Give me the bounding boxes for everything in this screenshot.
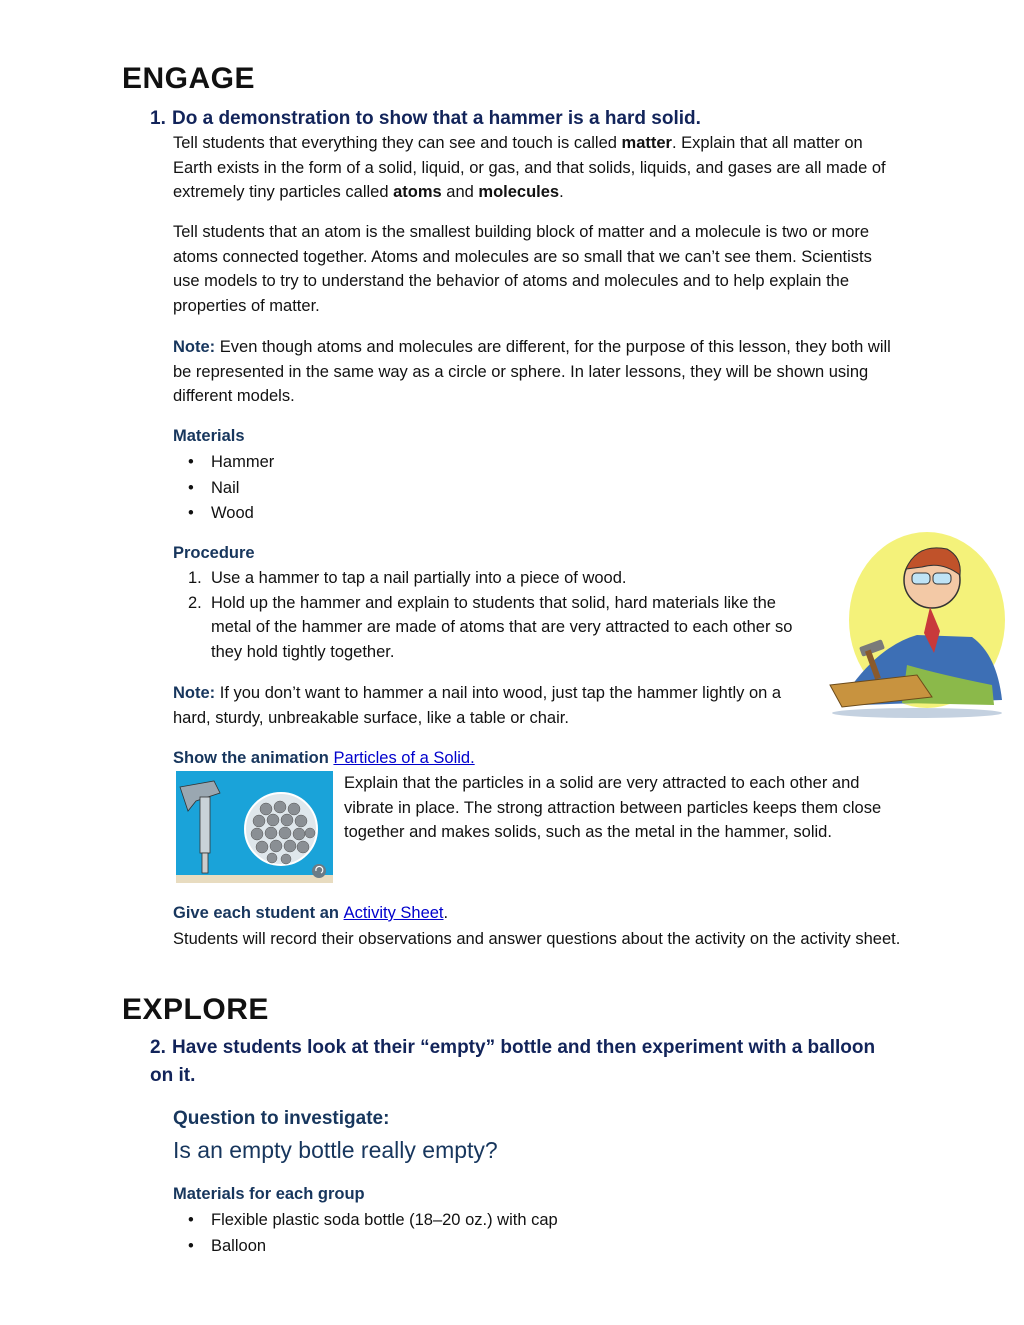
section-heading-explore: EXPLORE xyxy=(122,993,269,1026)
list-item: • Nail xyxy=(188,476,274,502)
section-heading-engage: ENGAGE xyxy=(122,62,256,95)
engage-paragraph-2: Tell students that an atom is the smallest building block of matter and a molecule is two or more atoms connected together. Atoms and molecules are so small that we can’t see them. Scientists use models to try to understand the behavior of atoms and molecules and to help explain the properties of matter. xyxy=(173,223,872,315)
scientist-hammering-illustration xyxy=(822,525,1010,720)
group-materials-heading: Materials for each group xyxy=(173,1185,365,1203)
particles-of-a-solid-thumbnail[interactable] xyxy=(176,771,333,883)
list-item: • Balloon xyxy=(188,1234,558,1260)
engage-note-2: Note: If you don’t want to hammer a nail into wood, just tap the hammer lightly on a hard, sturdy, unbreakable surface, like a table or chair. xyxy=(173,684,782,727)
list-item: 1. Use a hammer to tap a nail partially into a piece of wood. xyxy=(188,569,627,587)
step-1-title: 1. Do a demonstration to show that a hammer is a hard solid. xyxy=(150,108,701,129)
materials-heading: Materials xyxy=(173,427,245,445)
investigation-question: Is an empty bottle really empty? xyxy=(173,1137,498,1163)
animation-line: Show the animation Particles of a Solid. xyxy=(173,749,475,767)
animation-description: Explain that the particles in a solid are very attracted to each other and vibrate in place. The strong attraction between particles keeps them close together and makes solids, such as the metal in the hammer, solid. xyxy=(344,774,882,841)
procedure-list xyxy=(188,566,798,664)
materials-list xyxy=(188,450,274,527)
activity-sheet-link[interactable]: Activity Sheet xyxy=(343,904,444,922)
step-2-title: 2. Have students look at their “empty” bottle and then experiment with a balloon on it. xyxy=(150,1037,876,1086)
particles-of-a-solid-link[interactable]: Particles of a Solid. xyxy=(333,749,475,767)
question-heading: Question to investigate: xyxy=(173,1108,390,1129)
procedure-heading: Procedure xyxy=(173,544,255,562)
list-item: • Hammer xyxy=(188,450,274,476)
engage-note-1: Note: Even though atoms and molecules are different, for the purpose of this lesson, they both will be represented in the same way as a circle or sphere. In later lessons, they will be shown using different models. xyxy=(173,338,891,405)
activity-sheet-line: Give each student an Activity Sheet. xyxy=(173,904,449,922)
list-item: • Flexible plastic soda bottle (18–20 oz.) with cap xyxy=(188,1208,558,1234)
engage-paragraph-1: Tell students that everything they can see and touch is called matter. Explain that all matter on Earth exists in the form of a solid, liquid, or gas, and that solids, liquids, and gases are all made of extremely tiny particles called atoms and molecules. xyxy=(173,134,886,201)
list-item: • Wood xyxy=(188,501,274,527)
group-materials-list xyxy=(188,1208,558,1259)
activity-description: Students will record their observations and answer questions about the activity on the activity sheet. xyxy=(173,930,901,948)
list-item: 2. Hold up the hammer and explain to students that solid, hard materials like the metal of the hammer are made of atoms that are very attracted to each other so they hold tightly together. xyxy=(188,593,793,661)
